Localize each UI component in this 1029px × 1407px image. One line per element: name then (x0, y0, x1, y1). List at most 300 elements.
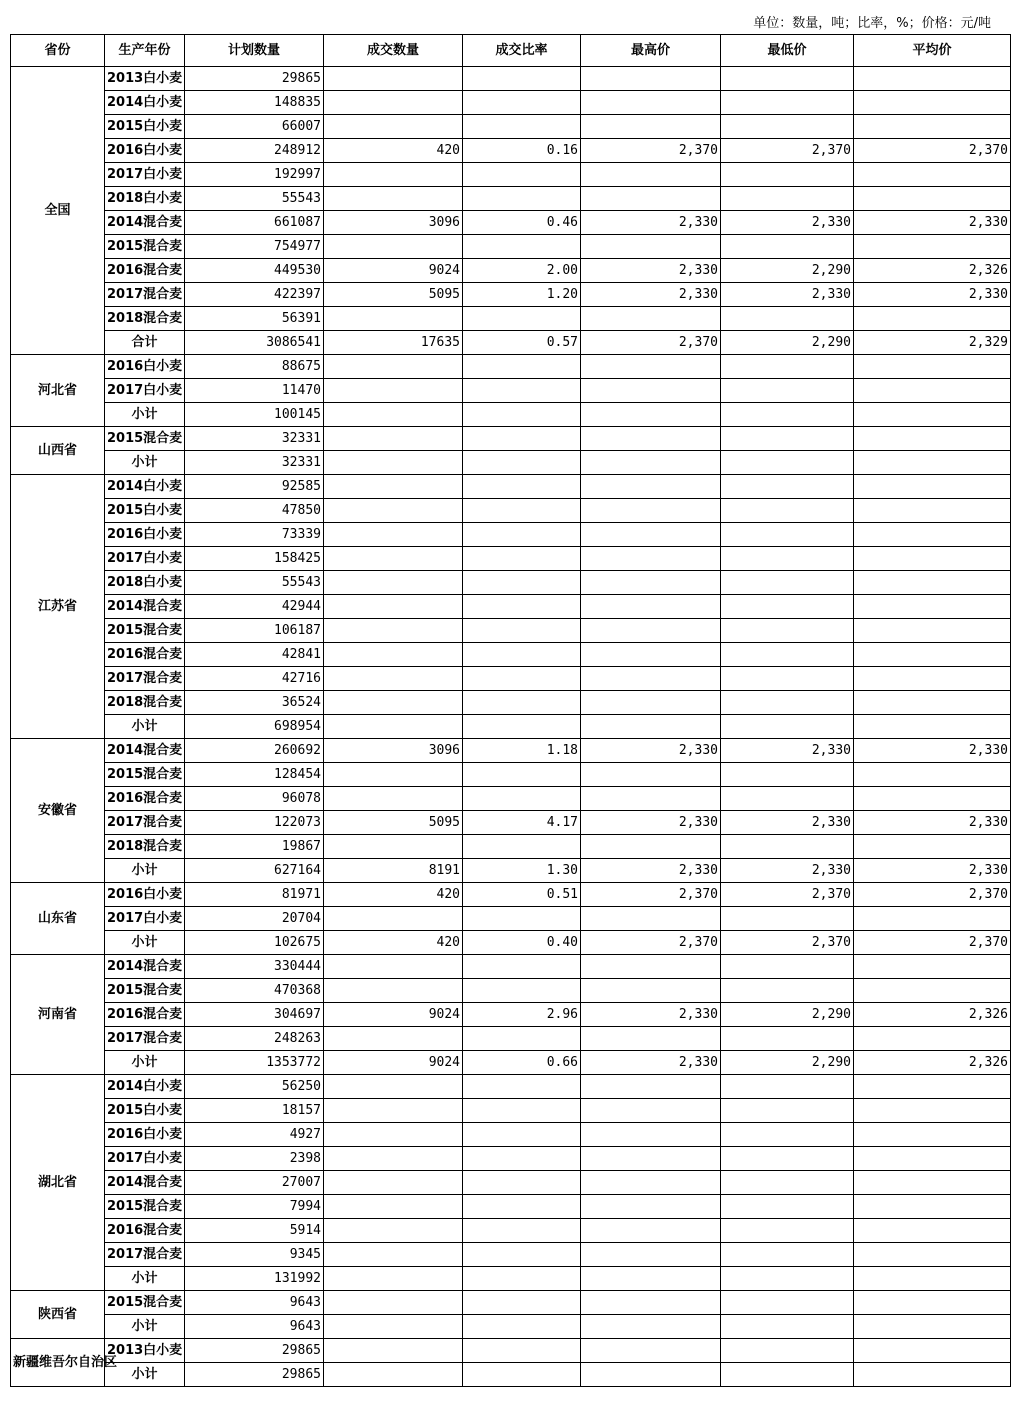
deal-qty-cell (324, 979, 463, 1003)
deal-qty-cell: 5095 (324, 811, 463, 835)
plan-qty-cell: 27007 (185, 1171, 324, 1195)
max-price-cell (581, 691, 721, 715)
min-price-cell (721, 1339, 854, 1363)
deal-rate-cell (463, 835, 581, 859)
table-row (11, 1195, 1011, 1219)
plan-qty-cell: 4927 (185, 1123, 324, 1147)
deal-qty-cell: 8191 (324, 859, 463, 883)
deal-qty-cell (324, 235, 463, 259)
min-price-cell: 2,370 (721, 883, 854, 907)
max-price-cell (581, 907, 721, 931)
deal-rate-cell (463, 787, 581, 811)
avg-price-cell (854, 787, 1011, 811)
min-price-cell (721, 403, 854, 427)
max-price-cell (581, 619, 721, 643)
table-row (11, 427, 1011, 451)
deal-rate-cell (463, 1267, 581, 1291)
deal-qty-cell (324, 1291, 463, 1315)
year-cell: 2017白小麦 (105, 547, 185, 571)
plan-qty-cell: 29865 (185, 1363, 324, 1387)
province-cell: 新疆维吾尔自治区 (11, 1339, 105, 1387)
deal-rate-cell (463, 715, 581, 739)
plan-qty-cell: 102675 (185, 931, 324, 955)
subtotal-row (11, 1315, 1011, 1339)
table-row (11, 523, 1011, 547)
deal-qty-cell: 420 (324, 883, 463, 907)
table-row (11, 571, 1011, 595)
deal-qty-cell (324, 91, 463, 115)
header-max-price: 最高价 (581, 35, 721, 67)
min-price-cell (721, 691, 854, 715)
avg-price-cell (854, 1147, 1011, 1171)
avg-price-cell (854, 1339, 1011, 1363)
max-price-cell (581, 67, 721, 91)
deal-rate-cell: 0.46 (463, 211, 581, 235)
plan-qty-cell: 32331 (185, 451, 324, 475)
max-price-cell: 2,330 (581, 1051, 721, 1075)
plan-qty-cell: 56391 (185, 307, 324, 331)
avg-price-cell (854, 379, 1011, 403)
plan-qty-cell: 698954 (185, 715, 324, 739)
min-price-cell (721, 1027, 854, 1051)
year-cell: 2017混合麦 (105, 811, 185, 835)
year-cell: 小计 (105, 451, 185, 475)
subtotal-row (11, 331, 1011, 355)
max-price-cell: 2,370 (581, 331, 721, 355)
table-row (11, 67, 1011, 91)
table-row (11, 475, 1011, 499)
avg-price-cell (854, 403, 1011, 427)
deal-qty-cell (324, 547, 463, 571)
deal-rate-cell (463, 1171, 581, 1195)
plan-qty-cell: 88675 (185, 355, 324, 379)
max-price-cell: 2,330 (581, 283, 721, 307)
plan-qty-cell: 106187 (185, 619, 324, 643)
table-row (11, 1027, 1011, 1051)
min-price-cell (721, 955, 854, 979)
max-price-cell (581, 763, 721, 787)
avg-price-cell: 2,330 (854, 283, 1011, 307)
max-price-cell (581, 523, 721, 547)
table-row (11, 1099, 1011, 1123)
header-deal-qty: 成交数量 (324, 35, 463, 67)
plan-qty-cell: 304697 (185, 1003, 324, 1027)
avg-price-cell: 2,326 (854, 259, 1011, 283)
plan-qty-cell: 260692 (185, 739, 324, 763)
plan-qty-cell: 11470 (185, 379, 324, 403)
province-cell: 山东省 (11, 883, 105, 955)
plan-qty-cell: 32331 (185, 427, 324, 451)
min-price-cell (721, 451, 854, 475)
min-price-cell (721, 595, 854, 619)
avg-price-cell: 2,329 (854, 331, 1011, 355)
avg-price-cell (854, 1027, 1011, 1051)
year-cell: 2017混合麦 (105, 1027, 185, 1051)
deal-rate-cell (463, 907, 581, 931)
deal-qty-cell: 9024 (324, 1051, 463, 1075)
max-price-cell (581, 355, 721, 379)
deal-qty-cell: 3096 (324, 211, 463, 235)
deal-qty-cell (324, 763, 463, 787)
max-price-cell (581, 667, 721, 691)
table-row (11, 211, 1011, 235)
plan-qty-cell: 422397 (185, 283, 324, 307)
table-row (11, 259, 1011, 283)
deal-rate-cell (463, 979, 581, 1003)
subtotal-row (11, 1267, 1011, 1291)
avg-price-cell (854, 979, 1011, 1003)
year-cell: 2015混合麦 (105, 979, 185, 1003)
min-price-cell (721, 1123, 854, 1147)
min-price-cell: 2,330 (721, 211, 854, 235)
header-avg-price: 平均价 (854, 35, 1011, 67)
deal-rate-cell (463, 1027, 581, 1051)
deal-qty-cell (324, 1315, 463, 1339)
deal-rate-cell (463, 595, 581, 619)
province-cell: 江苏省 (11, 475, 105, 739)
deal-rate-cell (463, 955, 581, 979)
table-row (11, 235, 1011, 259)
deal-qty-cell (324, 403, 463, 427)
deal-rate-cell (463, 307, 581, 331)
min-price-cell (721, 1195, 854, 1219)
year-cell: 小计 (105, 1267, 185, 1291)
year-cell: 2016混合麦 (105, 1219, 185, 1243)
deal-rate-cell (463, 499, 581, 523)
province-cell: 河北省 (11, 355, 105, 427)
plan-qty-cell: 66007 (185, 115, 324, 139)
deal-rate-cell (463, 763, 581, 787)
avg-price-cell (854, 1363, 1011, 1387)
plan-qty-cell: 128454 (185, 763, 324, 787)
table-row (11, 763, 1011, 787)
deal-rate-cell (463, 451, 581, 475)
max-price-cell (581, 379, 721, 403)
max-price-cell: 2,370 (581, 139, 721, 163)
deal-rate-cell (463, 1195, 581, 1219)
table-row (11, 91, 1011, 115)
deal-qty-cell (324, 715, 463, 739)
deal-rate-cell (463, 403, 581, 427)
min-price-cell: 2,290 (721, 331, 854, 355)
max-price-cell: 2,330 (581, 739, 721, 763)
year-cell: 2018混合麦 (105, 835, 185, 859)
plan-qty-cell: 56250 (185, 1075, 324, 1099)
deal-rate-cell (463, 379, 581, 403)
plan-qty-cell: 18157 (185, 1099, 324, 1123)
table-row (11, 619, 1011, 643)
avg-price-cell: 2,330 (854, 811, 1011, 835)
deal-rate-cell (463, 1123, 581, 1147)
year-cell: 2014白小麦 (105, 91, 185, 115)
deal-rate-cell: 0.16 (463, 139, 581, 163)
plan-qty-cell: 9643 (185, 1315, 324, 1339)
avg-price-cell (854, 691, 1011, 715)
avg-price-cell (854, 451, 1011, 475)
year-cell: 2016混合麦 (105, 1003, 185, 1027)
plan-qty-cell: 5914 (185, 1219, 324, 1243)
province-cell: 山西省 (11, 427, 105, 475)
table-row (11, 499, 1011, 523)
year-cell: 2017混合麦 (105, 667, 185, 691)
max-price-cell (581, 163, 721, 187)
deal-rate-cell (463, 91, 581, 115)
avg-price-cell (854, 499, 1011, 523)
deal-rate-cell (463, 1243, 581, 1267)
year-cell: 小计 (105, 859, 185, 883)
deal-rate-cell: 2.00 (463, 259, 581, 283)
min-price-cell (721, 1147, 854, 1171)
max-price-cell (581, 1171, 721, 1195)
avg-price-cell: 2,330 (854, 859, 1011, 883)
deal-rate-cell: 2.96 (463, 1003, 581, 1027)
deal-rate-cell (463, 235, 581, 259)
max-price-cell (581, 1219, 721, 1243)
plan-qty-cell: 47850 (185, 499, 324, 523)
deal-rate-cell (463, 67, 581, 91)
avg-price-cell: 2,326 (854, 1051, 1011, 1075)
max-price-cell (581, 427, 721, 451)
avg-price-cell (854, 619, 1011, 643)
avg-price-cell (854, 115, 1011, 139)
plan-qty-cell: 42716 (185, 667, 324, 691)
year-cell: 2015混合麦 (105, 1195, 185, 1219)
header-row (11, 35, 1011, 67)
avg-price-cell (854, 907, 1011, 931)
max-price-cell (581, 1339, 721, 1363)
deal-qty-cell (324, 691, 463, 715)
avg-price-cell (854, 1099, 1011, 1123)
year-cell: 2014白小麦 (105, 475, 185, 499)
max-price-cell (581, 1243, 721, 1267)
plan-qty-cell: 661087 (185, 211, 324, 235)
avg-price-cell (854, 715, 1011, 739)
max-price-cell (581, 1315, 721, 1339)
plan-qty-cell: 96078 (185, 787, 324, 811)
deal-rate-cell (463, 1291, 581, 1315)
plan-qty-cell: 20704 (185, 907, 324, 931)
min-price-cell: 2,330 (721, 811, 854, 835)
deal-rate-cell (463, 427, 581, 451)
deal-qty-cell (324, 1195, 463, 1219)
header-deal-rate: 成交比率 (463, 35, 581, 67)
min-price-cell (721, 187, 854, 211)
year-cell: 2017白小麦 (105, 379, 185, 403)
max-price-cell (581, 235, 721, 259)
subtotal-row (11, 931, 1011, 955)
min-price-cell (721, 1219, 854, 1243)
plan-qty-cell: 19867 (185, 835, 324, 859)
table-row (11, 595, 1011, 619)
plan-qty-cell: 148835 (185, 91, 324, 115)
deal-rate-cell (463, 187, 581, 211)
subtotal-row (11, 451, 1011, 475)
deal-qty-cell (324, 187, 463, 211)
min-price-cell: 2,370 (721, 931, 854, 955)
deal-qty-cell (324, 67, 463, 91)
deal-rate-cell: 1.20 (463, 283, 581, 307)
year-cell: 小计 (105, 1051, 185, 1075)
deal-rate-cell: 0.51 (463, 883, 581, 907)
avg-price-cell (854, 235, 1011, 259)
year-cell: 2014白小麦 (105, 1075, 185, 1099)
table-row (11, 307, 1011, 331)
max-price-cell (581, 1267, 721, 1291)
deal-qty-cell (324, 451, 463, 475)
plan-qty-cell: 100145 (185, 403, 324, 427)
min-price-cell (721, 1243, 854, 1267)
table-row (11, 1243, 1011, 1267)
year-cell: 2014混合麦 (105, 955, 185, 979)
max-price-cell (581, 787, 721, 811)
min-price-cell (721, 643, 854, 667)
table-row (11, 1003, 1011, 1027)
min-price-cell: 2,330 (721, 283, 854, 307)
deal-rate-cell (463, 1099, 581, 1123)
deal-qty-cell (324, 1075, 463, 1099)
deal-rate-cell (463, 1315, 581, 1339)
year-cell: 2015白小麦 (105, 499, 185, 523)
max-price-cell (581, 1147, 721, 1171)
table-row (11, 1339, 1011, 1363)
avg-price-cell (854, 427, 1011, 451)
plan-qty-cell: 192997 (185, 163, 324, 187)
year-cell: 2015白小麦 (105, 1099, 185, 1123)
year-cell: 合计 (105, 331, 185, 355)
deal-qty-cell (324, 787, 463, 811)
plan-qty-cell: 122073 (185, 811, 324, 835)
year-cell: 2018混合麦 (105, 307, 185, 331)
deal-qty-cell: 17635 (324, 331, 463, 355)
min-price-cell: 2,370 (721, 139, 854, 163)
min-price-cell (721, 835, 854, 859)
deal-rate-cell (463, 547, 581, 571)
min-price-cell (721, 523, 854, 547)
deal-rate-cell (463, 1363, 581, 1387)
min-price-cell (721, 1075, 854, 1099)
deal-rate-cell (463, 619, 581, 643)
min-price-cell (721, 715, 854, 739)
deal-qty-cell (324, 643, 463, 667)
plan-qty-cell: 55543 (185, 571, 324, 595)
table-row (11, 355, 1011, 379)
subtotal-row (11, 859, 1011, 883)
min-price-cell (721, 787, 854, 811)
max-price-cell: 2,370 (581, 931, 721, 955)
year-cell: 2013白小麦 (105, 1339, 185, 1363)
min-price-cell (721, 547, 854, 571)
table-row (11, 139, 1011, 163)
deal-qty-cell (324, 1099, 463, 1123)
max-price-cell (581, 835, 721, 859)
max-price-cell (581, 1291, 721, 1315)
avg-price-cell (854, 595, 1011, 619)
deal-rate-cell: 0.40 (463, 931, 581, 955)
deal-rate-cell (463, 475, 581, 499)
max-price-cell (581, 643, 721, 667)
avg-price-cell (854, 1267, 1011, 1291)
deal-rate-cell: 1.18 (463, 739, 581, 763)
year-cell: 2016混合麦 (105, 787, 185, 811)
plan-qty-cell: 754977 (185, 235, 324, 259)
deal-qty-cell (324, 307, 463, 331)
avg-price-cell: 2,370 (854, 883, 1011, 907)
avg-price-cell: 2,330 (854, 211, 1011, 235)
avg-price-cell (854, 475, 1011, 499)
year-cell: 2015混合麦 (105, 763, 185, 787)
min-price-cell (721, 1291, 854, 1315)
subtotal-row (11, 715, 1011, 739)
province-cell: 全国 (11, 67, 105, 355)
deal-qty-cell (324, 163, 463, 187)
deal-qty-cell (324, 1363, 463, 1387)
table-row (11, 979, 1011, 1003)
deal-qty-cell (324, 427, 463, 451)
table-row (11, 1147, 1011, 1171)
table-row (11, 1123, 1011, 1147)
province-cell: 安徽省 (11, 739, 105, 883)
min-price-cell (721, 115, 854, 139)
min-price-cell: 2,330 (721, 859, 854, 883)
year-cell: 2017白小麦 (105, 163, 185, 187)
min-price-cell (721, 571, 854, 595)
year-cell: 2014混合麦 (105, 739, 185, 763)
plan-qty-cell: 81971 (185, 883, 324, 907)
deal-qty-cell (324, 115, 463, 139)
deal-qty-cell: 5095 (324, 283, 463, 307)
deal-qty-cell (324, 1171, 463, 1195)
avg-price-cell (854, 1123, 1011, 1147)
subtotal-row (11, 1051, 1011, 1075)
max-price-cell (581, 547, 721, 571)
min-price-cell (721, 1315, 854, 1339)
max-price-cell (581, 91, 721, 115)
year-cell: 2016混合麦 (105, 259, 185, 283)
plan-qty-cell: 449530 (185, 259, 324, 283)
max-price-cell (581, 475, 721, 499)
avg-price-cell (854, 667, 1011, 691)
deal-rate-cell (463, 1075, 581, 1099)
year-cell: 2013白小麦 (105, 67, 185, 91)
max-price-cell (581, 1099, 721, 1123)
year-cell: 2015混合麦 (105, 427, 185, 451)
avg-price-cell (854, 1291, 1011, 1315)
avg-price-cell (854, 1171, 1011, 1195)
max-price-cell (581, 403, 721, 427)
min-price-cell (721, 355, 854, 379)
max-price-cell (581, 1123, 721, 1147)
plan-qty-cell: 3086541 (185, 331, 324, 355)
max-price-cell (581, 595, 721, 619)
max-price-cell (581, 307, 721, 331)
deal-qty-cell (324, 1147, 463, 1171)
plan-qty-cell: 29865 (185, 67, 324, 91)
deal-qty-cell (324, 1243, 463, 1267)
year-cell: 2016白小麦 (105, 139, 185, 163)
deal-rate-cell: 0.66 (463, 1051, 581, 1075)
year-cell: 2015混合麦 (105, 619, 185, 643)
avg-price-cell (854, 643, 1011, 667)
deal-qty-cell (324, 475, 463, 499)
table-row (11, 163, 1011, 187)
table-row (11, 1291, 1011, 1315)
deal-qty-cell (324, 499, 463, 523)
deal-qty-cell (324, 955, 463, 979)
avg-price-cell (854, 355, 1011, 379)
header-plan-qty: 计划数量 (185, 35, 324, 67)
plan-qty-cell: 42841 (185, 643, 324, 667)
min-price-cell (721, 163, 854, 187)
